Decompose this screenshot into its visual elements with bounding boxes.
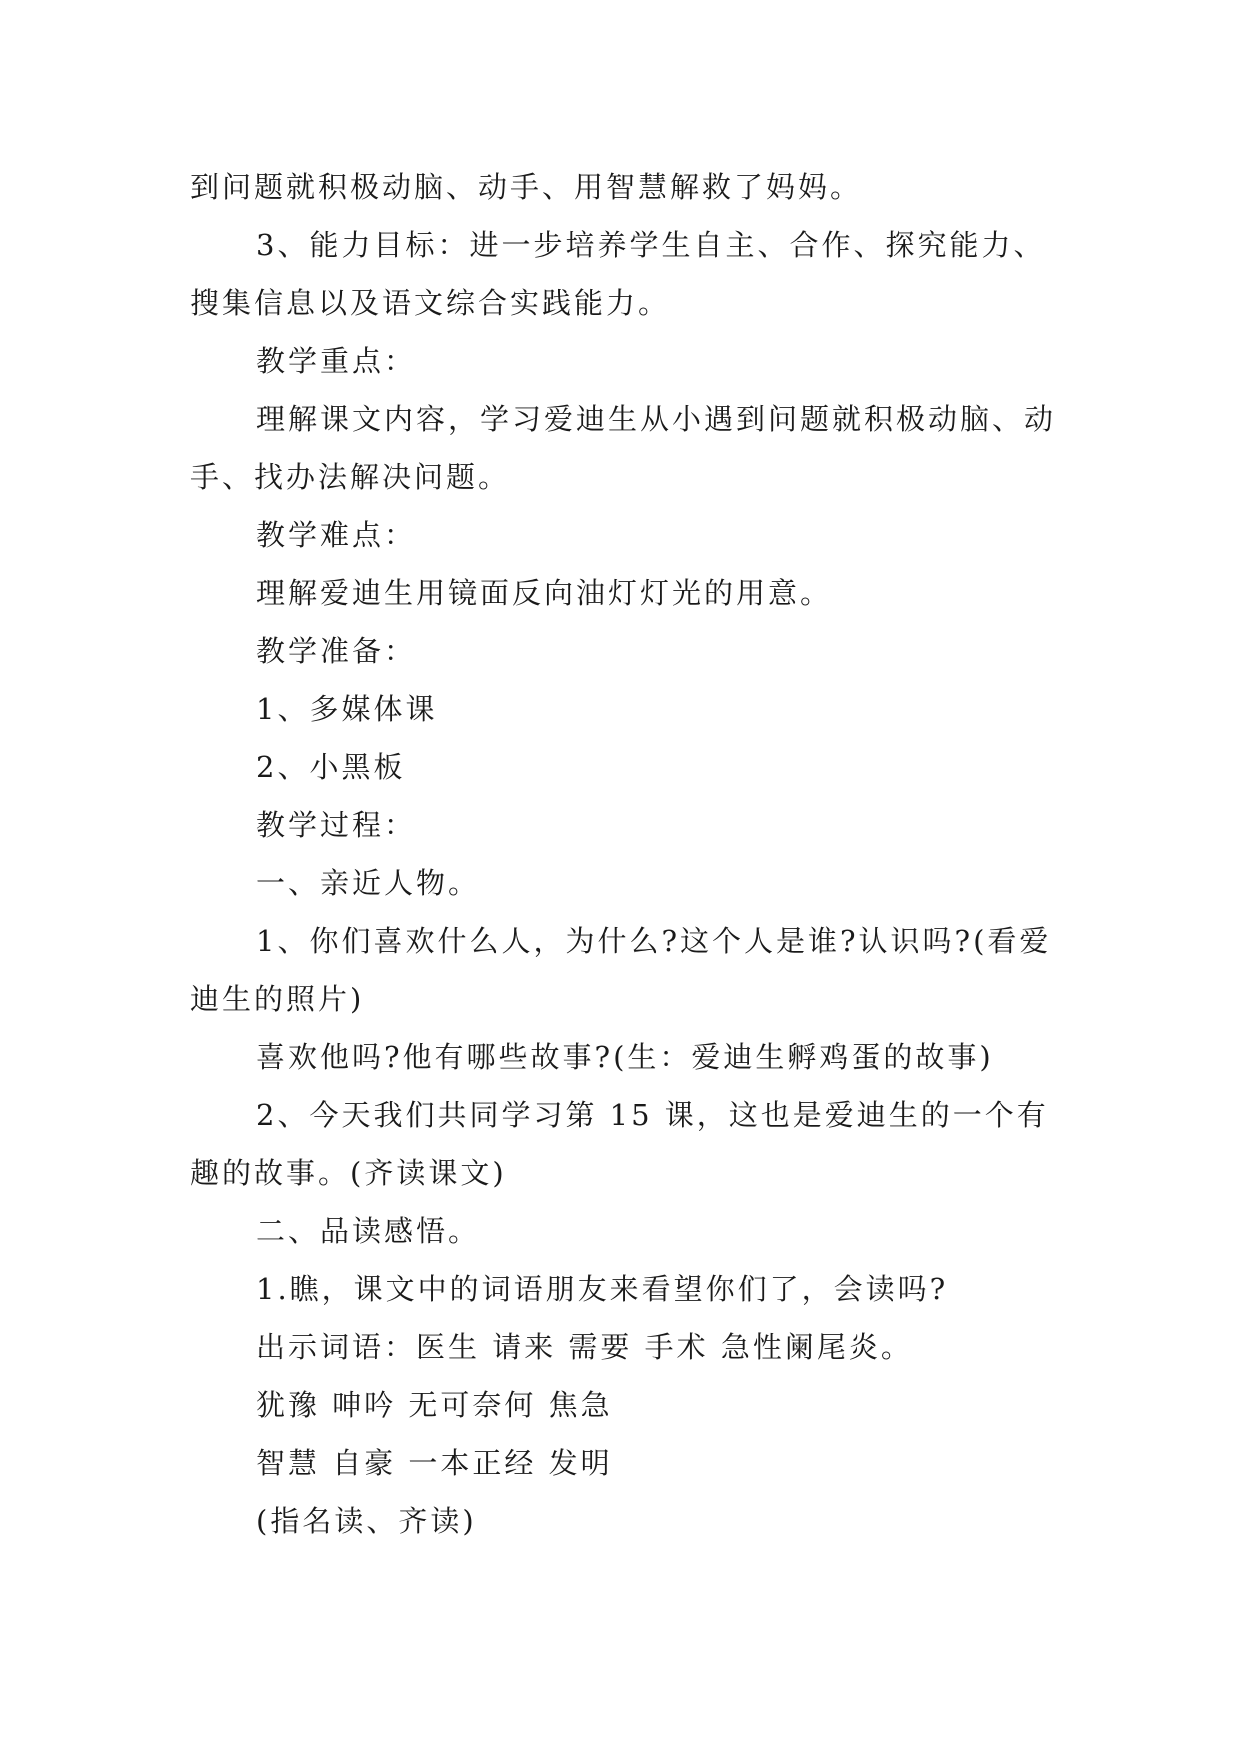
heading-teaching-process: 教学过程： <box>256 808 417 842</box>
heading-teaching-difficulty: 教学难点： <box>256 518 417 552</box>
list-item-multimedia: 1、多媒体课 <box>256 692 438 726</box>
paragraph-question-two: 喜欢他吗?他有哪些故事?(生：爱迪生孵鸡蛋的故事) <box>256 1040 994 1074</box>
heading-teaching-focus: 教学重点： <box>256 344 417 378</box>
document-body <box>190 158 1060 1550</box>
section-heading-two: 二、品读感悟。 <box>256 1214 481 1248</box>
list-item-blackboard: 2、小黑板 <box>256 750 406 784</box>
paragraph-lesson-fifteen: 2、今天我们共同学习第 15 课，这也是爱迪生的一个有趣的故事。(齐读课文) <box>190 1098 1049 1190</box>
paragraph-question-one: 1、你们喜欢什么人，为什么?这个人是谁?认识吗?(看爱迪生的照片) <box>190 924 1052 1016</box>
paragraph-vocabulary-intro: 1.瞧，课文中的词语朋友来看望你们了，会读吗? <box>256 1272 949 1306</box>
section-heading-one: 一、亲近人物。 <box>256 866 481 900</box>
vocabulary-line-one: 出示词语：医生 请来 需要 手术 急性阑尾炎。 <box>256 1330 913 1364</box>
reading-instruction: (指名读、齐读) <box>256 1504 477 1538</box>
paragraph-teaching-focus: 理解课文内容，学习爱迪生从小遇到问题就积极动脑、动手、找办法解决问题。 <box>190 402 1057 494</box>
vocabulary-line-three: 智慧 自豪 一本正经 发明 <box>256 1446 613 1480</box>
paragraph-ability-goal: 3、能力目标：进一步培养学生自主、合作、探究能力、搜集信息以及语文综合实践能力。 <box>190 228 1046 320</box>
heading-teaching-preparation: 教学准备： <box>256 634 417 668</box>
paragraph-continuation: 到问题就积极动脑、动手、用智慧解救了妈妈。 <box>190 170 863 204</box>
vocabulary-line-two: 犹豫 呻吟 无可奈何 焦急 <box>256 1388 613 1422</box>
paragraph-teaching-difficulty: 理解爱迪生用镜面反向油灯灯光的用意。 <box>256 576 833 610</box>
